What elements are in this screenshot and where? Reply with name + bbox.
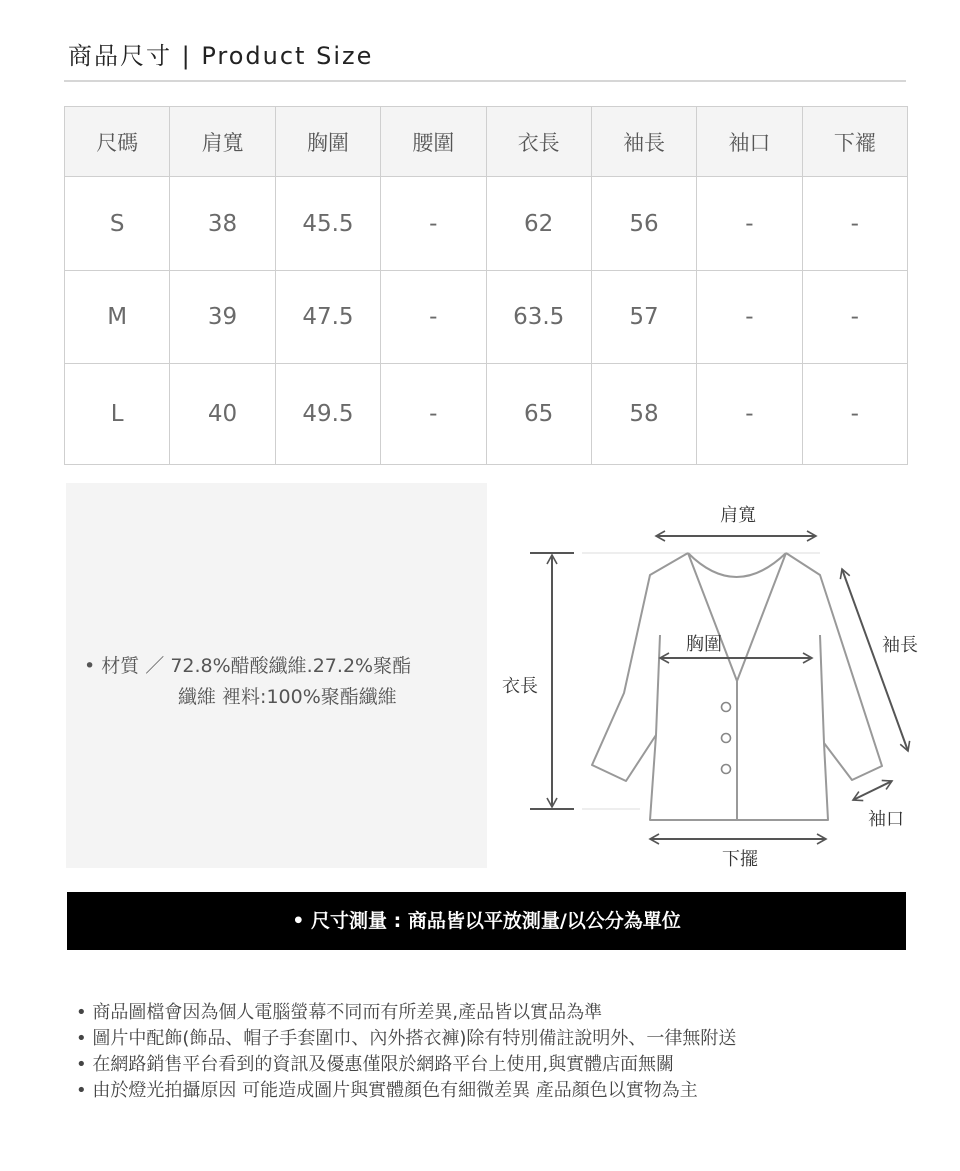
- table-cell: 39: [170, 271, 275, 364]
- table-cell: S: [65, 177, 170, 271]
- table-cell: 56: [591, 177, 696, 271]
- header-size: 尺碼: [65, 107, 170, 177]
- size-table: [64, 106, 908, 465]
- table-cell: -: [697, 364, 802, 465]
- table-cell: -: [802, 364, 907, 465]
- header-waist: 腰圍: [381, 107, 486, 177]
- table-cell: 38: [170, 177, 275, 271]
- table-row: [65, 177, 908, 271]
- header-cuff: 袖口: [697, 107, 802, 177]
- table-cell: -: [381, 364, 486, 465]
- cuff-label: 袖口: [868, 809, 904, 830]
- table-cell: M: [65, 271, 170, 364]
- header-chest: 胸圍: [275, 107, 380, 177]
- length-label: 衣長: [502, 676, 538, 697]
- material-line-1: • 材質 ／ 72.8%醋酸纖維.27.2%聚酯: [84, 655, 412, 677]
- title-divider: [64, 80, 906, 82]
- button-icon: [722, 703, 731, 712]
- header-hem: 下襬: [802, 107, 907, 177]
- list-item: • 在網路銷售平台看到的資訊及優惠僅限於網路平台上使用,與實體店面無關: [76, 1052, 736, 1078]
- table-cell: 62: [486, 177, 591, 271]
- table-header-row: [65, 107, 908, 177]
- table-cell: -: [381, 271, 486, 364]
- measurement-banner: • 尺寸測量 : 商品皆以平放測量/以公分為單位: [67, 892, 906, 950]
- chest-label: 胸圍: [686, 634, 722, 655]
- table-cell: -: [697, 177, 802, 271]
- material-line-2: 纖維 裡料:100%聚酯纖維: [178, 686, 397, 708]
- table-cell: 65: [486, 364, 591, 465]
- header-sleeve: 袖長: [591, 107, 696, 177]
- cardigan-outline: [592, 553, 882, 820]
- table-cell: 47.5: [275, 271, 380, 364]
- list-item: • 商品圖檔會因為個人電腦螢幕不同而有所差異,產品皆以實品為準: [76, 1000, 736, 1026]
- table-cell: 40: [170, 364, 275, 465]
- garment-measurement-diagram: [490, 483, 930, 873]
- button-icon: [722, 765, 731, 774]
- shoulder-label: 肩寬: [720, 505, 756, 526]
- table-cell: -: [381, 177, 486, 271]
- table-cell: -: [802, 177, 907, 271]
- table-cell: -: [697, 271, 802, 364]
- sleeve-label: 袖長: [882, 635, 918, 656]
- table-cell: -: [802, 271, 907, 364]
- cuff-arrow: [853, 781, 892, 800]
- header-shoulder: 肩寬: [170, 107, 275, 177]
- table-row: [65, 364, 908, 465]
- table-cell: 58: [591, 364, 696, 465]
- table-cell: 57: [591, 271, 696, 364]
- hem-label: 下擺: [722, 849, 758, 870]
- header-length: 衣長: [486, 107, 591, 177]
- sleeve-arrow: [842, 569, 908, 751]
- list-item: • 圖片中配飾(飾品、帽子手套圍巾、內外搭衣褲)除有特別備註說明外、一律無附送: [76, 1026, 736, 1052]
- page-title: 商品尺寸 | Product Size: [68, 42, 374, 70]
- table-cell: 63.5: [486, 271, 591, 364]
- button-icon: [722, 734, 731, 743]
- list-item: • 由於燈光拍攝原因 可能造成圖片與實體顏色有細微差異 產品顏色以實物為主: [76, 1078, 736, 1104]
- notes-list: [76, 1000, 736, 1104]
- table-cell: 49.5: [275, 364, 380, 465]
- table-cell: 45.5: [275, 177, 380, 271]
- table-cell: L: [65, 364, 170, 465]
- table-row: [65, 271, 908, 364]
